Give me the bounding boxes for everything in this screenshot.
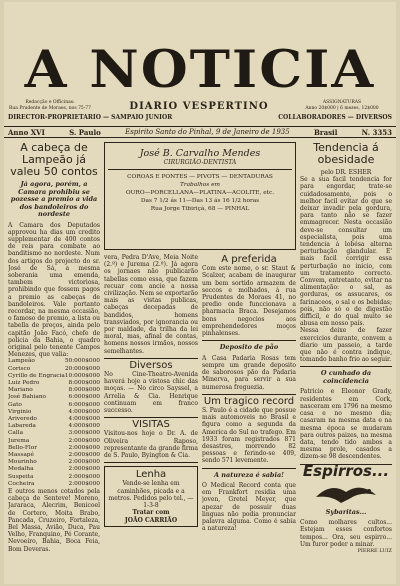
headline-deposito: Deposito de pão (219, 343, 279, 352)
price-value: 2:000$000 (68, 452, 100, 458)
dentist-ad: José B. Carvalho Mendes CIRURGIÃO-DENTISTA COROAS E PONTES — PIVOTS — DENTADURAS Trabalhos em OURO—PORCELLANA—PLATINA—ACOLITE, etc. Das 7 1/2 ás 11—Das 13 ás 16 1/2 horas Rua Jorge Tibiriçá, 68 — PINHAL (104, 142, 296, 250)
headline-visitas: VISITAS (132, 419, 170, 431)
price-name: Ariveredo (8, 415, 37, 422)
price-name: Massapé (8, 452, 34, 458)
price-value: 50:000$000 (64, 358, 100, 365)
price-value: 2:000$000 (68, 459, 100, 466)
price-row (8, 394, 100, 401)
price-value: 4:000$000 (68, 408, 100, 415)
price-row (8, 466, 100, 473)
price-value: 20:000$000 (64, 365, 100, 372)
price-value: 2:000$000 (68, 437, 100, 444)
headline-cunhado: O cunhado da coincidencia (320, 369, 372, 385)
staff-line: DIRECTOR-PROPRIETARIO — SAMPAIO JUNIOR COLLABORADORES — DIVERSOS (8, 114, 392, 121)
price-row (8, 430, 100, 437)
headline-obesidade: Tendencia á obesidade (313, 142, 379, 166)
price-name: Gato (8, 401, 22, 408)
subscription-info: ASSIGNATURAS Anno 20$000 | 6 mezes, 12$000 (305, 100, 379, 111)
price-value: 4:000$000 (68, 415, 100, 422)
price-name: Bello-Flor (8, 444, 37, 451)
price-row (8, 474, 100, 481)
price-name: Corisco (8, 365, 31, 372)
price-name: Virginio (8, 408, 32, 415)
price-value: 4:000$000 (68, 423, 100, 430)
subheadline-lampeao: Já agora, porém, a Camara prohibiu se pozesse a premio a vida dos bandoleiros do nordeste (10, 180, 98, 218)
article-tail: E outros menos cotados pela cabeça de Senteve! Moreno, Jararaca, Alecrim, Benicoel de Cortero, Moita Brabo, Pancada, Cruzeiro, Fortaleza, Bel Massa, Avião, Duca, Pau Velho, Franquino, Pé Corante, Nevoeiro, Bahia, Boca Feia, Bom Deveras. (8, 488, 100, 553)
price-row (8, 402, 100, 409)
newspaper-subtitle: DIARIO VESPERTINO (129, 101, 269, 112)
price-row (8, 380, 100, 387)
price-value: 6:000$000 (68, 401, 100, 408)
bird-illustration-icon (311, 477, 381, 507)
column-obesidade: Tendencia á obesidade pelo DR. ESHER Se a sua facil tendencia for para engordar, trate-se cuidadosamente, pois o melhor facil evitar do que se deixar invadir pela gordura, para tanto não se fazer emmagrecer. Nesta occasião deve-se consultar um especialista, pois uma tendencia á lobésa alterna perturbação glandular. E' mais facil corrigir essa perturbação no inicio, com um tratamento correcto. Convem, entretanto, evitar na alimentação: o sal, as gorduras, os assucares, os farinaceos, o sal e os bebidas; pois, não só o de digestão difficil, e do qual muito se abusa em nosso país. Nessa deixe de fazer exercicios durante, convem a diario um passeio, a tarde que não é contra indique, tomando banho frio ao seguir. O cunhado da coincidencia Patricio e Eleonor Grady, residentes em Cork, nasceram em 1796 na mesmo casa e no mesmo dia; casaram na mesma data e na mesma época se mudaram para outros paizes, na mesma data, tendo tido ambos a mesma prole, casados a dizem-se 98 descendentes. Espirros... Sybaritas... Como molhares cultos... Estejam esses confortos tempos... Ora, seu espirro... Um furor poder a minar. PIERRE LUIZ (300, 142, 392, 555)
price-name: Calla (8, 430, 24, 437)
price-value: 2:000$000 (68, 473, 100, 480)
newspaper-title: A NOTICIA (24, 38, 376, 100)
headline-sybaritas: Sybaritas... (325, 507, 367, 516)
headline-diversos: Diversos (129, 359, 173, 371)
price-name: Jurema (8, 437, 30, 444)
dateline: Anno XVI S. Paulo Espirito Santo do Pinhal, 9 de Janeiro de 1935 Brasil N. 3353 (4, 126, 396, 138)
price-value: 10:000$000 (64, 372, 100, 379)
address-info: Redacção e Officinas: Rua Prudente de Moraes, nos 75-77 (8, 100, 92, 111)
ad-name: José B. Carvalho Mendes (139, 148, 261, 159)
price-row (8, 423, 100, 430)
price-name: José Bahiano (8, 394, 47, 401)
price-value: 6:000$000 (68, 394, 100, 401)
headline-preferida: A preferida (221, 254, 277, 265)
price-name: Mariano (8, 387, 33, 394)
masthead (4, 2, 396, 128)
headline-tragico: Um tragico record (203, 395, 295, 407)
price-row (8, 416, 100, 423)
price-name: Luiz Pedro (8, 379, 40, 386)
article-body: A Camara dos Deputados approvou ha dias um credito supplementar de 400 contos de reis para combate ao banditismo no nordeste. Num dos artigos do projecto do sr. José de Sá, a mesma soberania uma emenda, tambem victoriosa, prohibindo que fossem pagos a premio as cabeças de bandoleiros. Vale portanto recordar, na mesma occasião, o famoso de premio, a lista ou tabella de preços, ainda pelo capitão João Facó, chefe de policia da Bahia, o quadro original pelo tenente Campos Menezes, que valia: (8, 221, 100, 359)
lenha-ad: Lenha Vende-se lenha em caminhões, picada e a metros. Pedidos pelo tel., — 1-3-8 Tratar com JOÃO CARRIÃO (104, 466, 198, 526)
newspaper-page (4, 2, 396, 584)
price-name: Medalha (8, 466, 34, 473)
price-row (8, 459, 100, 466)
price-value: 2:000$000 (68, 444, 100, 451)
headline-natureza: A natureza é sabia! (213, 470, 285, 479)
price-name: Mourinho (8, 459, 37, 466)
price-name: Suspeita (8, 473, 34, 480)
column-3: A preferida Com este nome, o sr. Staut & Scalzer, acabam de inaugurar um bem sortido armazem de seccos e molhados, á rua Prudentes de Moraes 41, no predio onde funccionava a pharmacia Braca. Desejamos bons negocios aos emprehendedores moços pinhalenses. Deposito de pão A Casa Padaria Rosas tem sempre um grande deposito de saborosos pão da Padaria Minerva, para servir a sua numerosa freguezia. Um tragico record S. Paulo é a cidade que possue mais automoveis no Brasil e figura como a segunda da America do Sul no trafego. Em 1933 foram registrados 871 desastres, morrendo 82 pessoas e ferindo-se 409, sendo 571 levemente. A natureza é sabia! O Medical Record conta que em Frankfort residia uma joven, Gretel Meyer, que apezar de possuir duas linguas não podia pronunciar palavra alguma. Como é sabia a natureza! (202, 254, 296, 533)
price-row (8, 445, 100, 452)
price-row (8, 481, 100, 488)
price-name: Lampeão (8, 358, 35, 365)
price-name: Cocheira (8, 480, 35, 487)
headline-espirros: Espirros... (302, 461, 390, 480)
price-row (8, 438, 100, 445)
headline-lampeao: A cabeça de Lampeão já valeu 50 contos (10, 142, 98, 178)
price-value: 8:000$000 (68, 379, 100, 386)
price-value: 8:000$000 (68, 387, 100, 394)
column-2: vera, Pedra D'Ave, Meia Noite (2.º) e Jurema (2.º). Já agora os jornaes não publicarão tabellas como essa, que fazem recuar com ancie a nossa civilização. Nem se exportarão mais as vistas publicas, cabeças decepadas de bandidos, homens transviados, por ignorancia ou por maldade, da trilha da lei moral, mas, afinal de contas, homens nossos irmãos, nossos semelhantes. Diversos No Cine-Theatro-Avenida haverá hoje a vistosa chic das moças. — No circo Sayssel, a Arrelia & Cia. Henrique continuam em franco successo. VISITAS Visitou-nos hoje o Dr. A. de Oliveira Raposo, representante da grande firma de S. Paulo, Byington & Cia. Lenha Vende-se lenha em caminhões, picada e a metros. Pedidos pelo tel., — 1-3-8 Tratar com JOÃO CARRIÃO (104, 254, 198, 582)
column-lampeao (8, 142, 100, 582)
price-row (8, 409, 100, 416)
price-value: 2:000$000 (68, 480, 100, 487)
price-table (8, 358, 100, 488)
price-value: 3:000$000 (68, 430, 100, 437)
price-name: Cyrillo de Engracia (8, 372, 65, 379)
price-row (8, 358, 100, 365)
price-row (8, 373, 100, 380)
ad-role: CIRURGIÃO-DENTISTA (163, 159, 237, 166)
price-name: Labareda (8, 423, 36, 430)
price-row (8, 366, 100, 373)
price-row (8, 452, 100, 459)
price-value: 2:000$000 (68, 466, 100, 473)
